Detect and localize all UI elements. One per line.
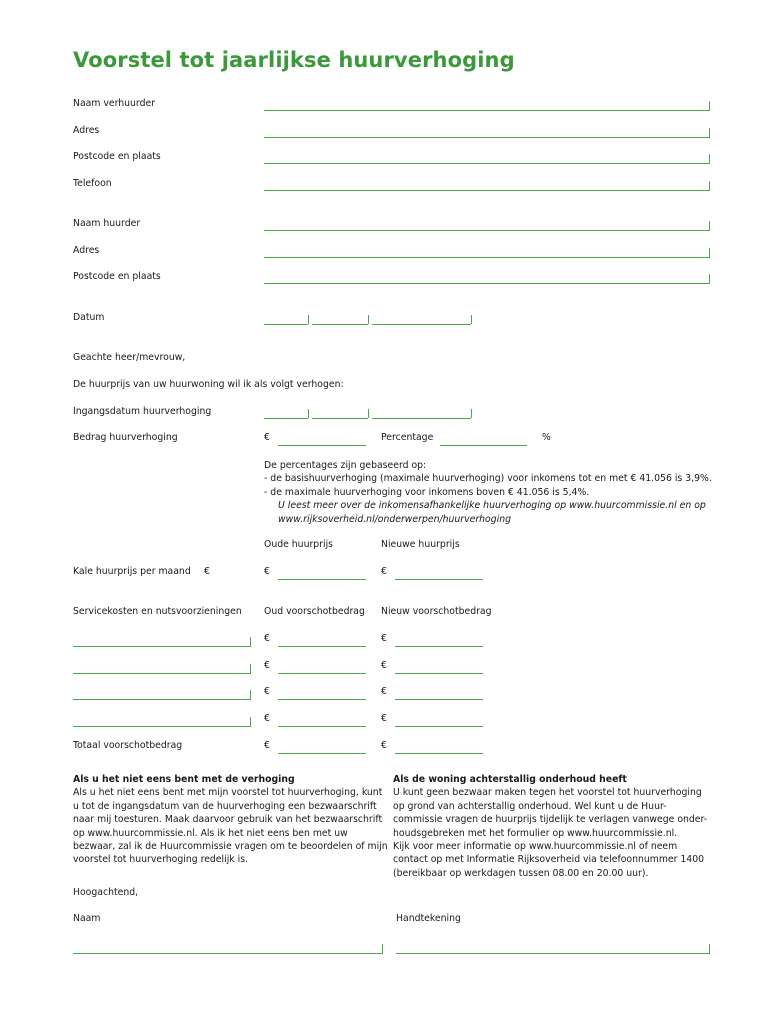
- signer-name-label: Naam: [73, 913, 101, 924]
- signer-name-field[interactable]: [73, 953, 383, 954]
- closing-text: Hoogachtend,: [73, 887, 139, 898]
- euro-sign: €: [381, 686, 387, 697]
- field-separator-tick: [368, 315, 369, 324]
- intro-text: De huurprijs van uw huurwoning wil ik als volgt verhogen:: [73, 379, 344, 390]
- field-end-tick: [709, 101, 710, 110]
- amount-field[interactable]: [278, 445, 366, 446]
- field-separator-tick: [308, 315, 309, 324]
- service-costs-label: Servicekosten en nutsvoorzieningen: [73, 606, 242, 617]
- old-advance-header: Oud voorschotbedrag: [264, 606, 365, 617]
- old-advance-field[interactable]: [278, 699, 366, 700]
- tenant-postcode-label: Postcode en plaats: [73, 271, 161, 282]
- maintenance-line: commissie vragen de huurprijs tijdelijk te verlagen vanwege onder-: [393, 814, 708, 826]
- field-end-tick: [709, 181, 710, 190]
- percentages-item: - de basishuurverhoging (maximale huurverhoging) voor inkomens tot en met € 41.056 is 3,9%.: [264, 473, 712, 485]
- euro-sign: €: [264, 633, 270, 644]
- percent-sign: %: [542, 432, 551, 443]
- euro-sign: €: [264, 686, 270, 697]
- percentages-item: - de maximale huurverhoging voor inkomens boven € 41.056 is 5,4%.: [264, 486, 590, 498]
- new-advance-field[interactable]: [395, 699, 483, 700]
- new-rent-header: Nieuwe huurprijs: [381, 539, 460, 550]
- salutation: Geachte heer/mevrouw,: [73, 352, 186, 363]
- percentages-block: [264, 459, 712, 526]
- landlord-name-label: Naam verhuurder: [73, 98, 156, 109]
- tenant-address-field[interactable]: [264, 257, 710, 258]
- field-end-tick: [709, 274, 710, 283]
- new-advance-field[interactable]: [395, 726, 483, 727]
- landlord-phone-label: Telefoon: [73, 178, 112, 189]
- euro-sign: €: [381, 713, 387, 724]
- maintenance-line: Kijk voor meer informatie op www.huurcommissie.nl of neem: [393, 841, 678, 853]
- old-total-field[interactable]: [278, 753, 366, 754]
- field-end-tick: [709, 221, 710, 230]
- signature-field[interactable]: [396, 953, 710, 954]
- old-advance-field[interactable]: [278, 673, 366, 674]
- maintenance-line: (bereikbaar op werkdagen tussen 08.00 en 20.00 uur).: [393, 867, 649, 879]
- tenant-postcode-field[interactable]: [264, 283, 710, 284]
- percentage-field[interactable]: [440, 445, 527, 446]
- percentage-label: Percentage: [381, 432, 434, 443]
- field-end-tick: [250, 664, 251, 673]
- landlord-postcode-label: Postcode en plaats: [73, 151, 161, 162]
- field-separator-tick: [368, 409, 369, 418]
- euro-sign: €: [264, 740, 270, 751]
- maintenance-line: U kunt geen bezwaar maken tegen het voorstel tot huurverhoging: [393, 787, 702, 799]
- start-date-year-field[interactable]: [372, 418, 471, 419]
- new-advance-header: Nieuw voorschotbedrag: [381, 606, 492, 617]
- euro-sign: €: [204, 566, 210, 577]
- old-advance-field[interactable]: [278, 726, 366, 727]
- field-end-tick: [709, 248, 710, 257]
- percentages-note: U leest meer over de inkomensafhankelijke huurverhoging op www.huurcommissie.nl en op: [278, 500, 706, 512]
- field-end-tick: [471, 315, 472, 324]
- field-end-tick: [709, 154, 710, 163]
- new-advance-field[interactable]: [395, 673, 483, 674]
- euro-sign: €: [264, 566, 270, 577]
- signature-label: Handtekening: [396, 913, 461, 924]
- field-end-tick: [250, 637, 251, 646]
- landlord-name-field[interactable]: [264, 110, 710, 111]
- field-end-tick: [250, 690, 251, 699]
- field-end-tick: [382, 944, 383, 953]
- field-separator-tick: [308, 409, 309, 418]
- landlord-address-label: Adres: [73, 125, 100, 136]
- euro-sign: €: [264, 660, 270, 671]
- euro-sign: €: [381, 740, 387, 751]
- old-rent-field[interactable]: [278, 579, 366, 580]
- tenant-address-label: Adres: [73, 245, 100, 256]
- date-year-field[interactable]: [372, 324, 471, 325]
- disagree-line: u tot de ingangsdatum van de huurverhoging een bezwaarschrift: [73, 800, 377, 812]
- disagree-line: Als u het niet eens bent met mijn voorstel tot huurverhoging, kunt: [73, 787, 383, 799]
- disagree-heading: Als u het niet eens bent met de verhoging: [73, 774, 295, 785]
- amount-label: Bedrag huurverhoging: [73, 432, 178, 443]
- new-rent-field[interactable]: [395, 579, 483, 580]
- field-end-tick: [709, 944, 710, 953]
- field-end-tick: [471, 409, 472, 418]
- percentages-intro: De percentages zijn gebaseerd op:: [264, 460, 427, 471]
- start-date-month-field[interactable]: [312, 418, 368, 419]
- field-end-tick: [709, 128, 710, 137]
- tenant-name-label: Naam huurder: [73, 218, 141, 229]
- date-day-field[interactable]: [264, 324, 308, 325]
- euro-sign: €: [264, 713, 270, 724]
- landlord-phone-field[interactable]: [264, 190, 710, 191]
- new-advance-field[interactable]: [395, 646, 483, 647]
- maintenance-heading: Als de woning achterstallig onderhoud heeft: [393, 774, 627, 785]
- service-description-field[interactable]: [73, 699, 251, 700]
- tenant-name-field[interactable]: [264, 230, 710, 231]
- euro-sign: €: [381, 566, 387, 577]
- maintenance-section: [393, 773, 723, 880]
- maintenance-line: contact op met Informatie Rijksoverheid via telefoonnummer 1400: [393, 854, 705, 866]
- service-description-field[interactable]: [73, 673, 251, 674]
- disagree-line: op www.huurcommissie.nl. Als ik het niet eens ben met uw: [73, 827, 348, 839]
- disagree-line: naar mij toesturen. Maak daarvoor gebruik van het bezwaarschrift: [73, 814, 383, 826]
- euro-sign: €: [381, 633, 387, 644]
- date-label: Datum: [73, 312, 105, 323]
- old-rent-header: Oude huurprijs: [264, 539, 334, 550]
- start-date-day-field[interactable]: [264, 418, 308, 419]
- percentages-note: www.rijksoverheid.nl/onderwerpen/huurverhoging: [278, 513, 511, 525]
- base-rent-label: Kale huurprijs per maand: [73, 566, 191, 577]
- landlord-address-field[interactable]: [264, 137, 710, 138]
- service-description-field[interactable]: [73, 726, 251, 727]
- maintenance-line: op grond van achterstallig onderhoud. Wel kunt u de Huur-: [393, 800, 667, 812]
- euro-sign: €: [381, 660, 387, 671]
- landlord-postcode-field[interactable]: [264, 163, 710, 164]
- disagree-line: voorstel tot huurverhoging redelijk is.: [73, 854, 249, 866]
- new-total-field[interactable]: [395, 753, 483, 754]
- old-advance-field[interactable]: [278, 646, 366, 647]
- date-month-field[interactable]: [312, 324, 368, 325]
- service-description-field[interactable]: [73, 646, 251, 647]
- disagree-line: bezwaar, zal ik de Huurcommissie vragen om te beoordelen of mijn: [73, 841, 388, 853]
- total-advance-label: Totaal voorschotbedrag: [73, 740, 183, 751]
- disagree-section: [73, 773, 393, 867]
- page-title: Voorstel tot jaarlijkse huurverhoging: [73, 48, 515, 72]
- maintenance-line: houdsgebreken met het formulier op www.huurcommissie.nl.: [393, 827, 678, 839]
- euro-sign: €: [264, 432, 270, 443]
- start-date-label: Ingangsdatum huurverhoging: [73, 406, 212, 417]
- field-end-tick: [250, 717, 251, 726]
